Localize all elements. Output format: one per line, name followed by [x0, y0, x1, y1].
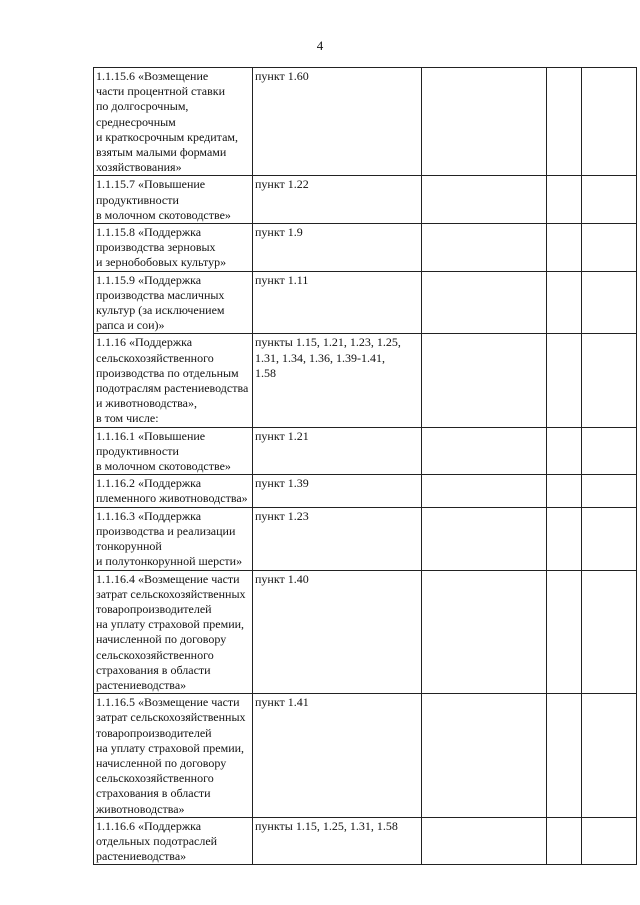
- empty-cell: [422, 475, 547, 507]
- empty-cell: [547, 271, 582, 334]
- empty-cell: [582, 570, 637, 694]
- empty-cell: [547, 68, 582, 176]
- measure-name: 1.1.15.9 «Поддержка производства масличных культур (за исключением рапса и сои)»: [96, 272, 225, 333]
- measure-name: 1.1.16.2 «Поддержка племенного животноводства»: [96, 476, 248, 506]
- empty-cell: [547, 507, 582, 570]
- reference-text: пункт 1.9: [255, 225, 303, 240]
- measure-name: 1.1.16 «Поддержка сельскохозяйственного производства по отдельным подотраслям растениеводства и животноводства», в том числе:: [96, 335, 249, 426]
- page-number: 4: [316, 38, 324, 53]
- measure-name-cell: [94, 334, 253, 427]
- empty-cell: [582, 475, 637, 507]
- reference-text: пункт 1.22: [255, 177, 309, 192]
- empty-cell: [422, 271, 547, 334]
- empty-cell: [422, 334, 547, 427]
- empty-cell: [582, 507, 637, 570]
- table-row: [94, 475, 637, 507]
- empty-cell: [582, 271, 637, 334]
- empty-cell: [422, 817, 547, 865]
- empty-cell: [547, 570, 582, 694]
- reference-cell: [253, 334, 422, 427]
- reference-cell: [253, 427, 422, 475]
- reference-text: пункт 1.39: [255, 476, 309, 491]
- measure-name-cell: [94, 507, 253, 570]
- table-row: [94, 427, 637, 475]
- empty-cell: [422, 176, 547, 224]
- measure-name-cell: [94, 176, 253, 224]
- empty-cell: [547, 475, 582, 507]
- reference-text: пункт 1.23: [255, 508, 309, 523]
- reference-cell: [253, 570, 422, 694]
- measure-name: 1.1.16.5 «Возмещение части затрат сельскохозяйственных товаропроизводителей на уплату страховой премии, начисленной по договору сельскохозяйственного страхования в области животноводства»: [96, 695, 246, 816]
- measure-name-cell: [94, 224, 253, 272]
- empty-cell: [582, 694, 637, 818]
- measure-name-cell: [94, 475, 253, 507]
- measure-name: 1.1.16.1 «Повышение продуктивности в молочном скотоводстве»: [96, 428, 231, 474]
- reference-cell: [253, 475, 422, 507]
- table-row: [94, 817, 637, 865]
- reference-cell: [253, 68, 422, 176]
- empty-cell: [547, 694, 582, 818]
- measure-name-cell: [94, 427, 253, 475]
- empty-cell: [547, 224, 582, 272]
- empty-cell: [422, 694, 547, 818]
- measure-name-cell: [94, 271, 253, 334]
- reference-text: пункт 1.60: [255, 69, 309, 83]
- table-row: [94, 271, 637, 334]
- reference-text: пункт 1.40: [255, 571, 309, 586]
- empty-cell: [422, 507, 547, 570]
- table-row: [94, 507, 637, 570]
- table-row: [94, 224, 637, 272]
- measure-name-cell: [94, 68, 253, 176]
- empty-cell: [422, 224, 547, 272]
- reference-cell: [253, 507, 422, 570]
- empty-cell: [582, 334, 637, 427]
- reference-text: пункт 1.11: [255, 272, 309, 287]
- empty-cell: [547, 334, 582, 427]
- reference-cell: [253, 176, 422, 224]
- reference-text: пункты 1.15, 1.21, 1.23, 1.25, 1.31, 1.34, 1.36, 1.39-1.41, 1.58: [255, 335, 401, 380]
- measure-name-cell: [94, 694, 253, 818]
- empty-cell: [422, 68, 547, 176]
- measure-name: 1.1.16.4 «Возмещение части затрат сельскохозяйственных товаропроизводителей на уплату страховой премии, начисленной по договору сельскохозяйственного страхования в области растениеводства»: [96, 571, 246, 692]
- empty-cell: [582, 68, 637, 176]
- empty-cell: [422, 427, 547, 475]
- reference-cell: [253, 694, 422, 818]
- measure-name: 1.1.16.3 «Поддержка производства и реализации тонкорунной и полутонкорунной шерсти»: [96, 508, 243, 569]
- empty-cell: [582, 224, 637, 272]
- reference-cell: [253, 817, 422, 865]
- table-row: [94, 68, 637, 176]
- measure-name: 1.1.15.7 «Повышение продуктивности в молочном скотоводстве»: [96, 177, 231, 222]
- measure-name-cell: [94, 570, 253, 694]
- empty-cell: [547, 427, 582, 475]
- measure-name: 1.1.15.8 «Поддержка производства зерновых и зернобобовых культур»: [96, 225, 227, 270]
- table-row: [94, 176, 637, 224]
- empty-cell: [582, 817, 637, 865]
- measure-name: 1.1.15.6 «Возмещение части процентной ставки по долгосрочным, среднесрочным и краткосрочным кредитам, взятым малыми формами хозяйствования»: [96, 69, 238, 175]
- reference-cell: [253, 271, 422, 334]
- program-table: [93, 67, 637, 865]
- reference-cell: [253, 224, 422, 272]
- table-row: [94, 694, 637, 818]
- empty-cell: [582, 427, 637, 475]
- table-row: [94, 570, 637, 694]
- empty-cell: [547, 817, 582, 865]
- reference-text: пункт 1.21: [255, 428, 309, 443]
- reference-text: пункт 1.41: [255, 695, 309, 710]
- table-row: [94, 334, 637, 427]
- measure-name-cell: [94, 817, 253, 865]
- empty-cell: [582, 176, 637, 224]
- reference-text: пункты 1.15, 1.25, 1.31, 1.58: [255, 818, 398, 833]
- measure-name: 1.1.16.6 «Поддержка отдельных подотраслей растениеводства»: [96, 818, 218, 864]
- empty-cell: [547, 176, 582, 224]
- empty-cell: [422, 570, 547, 694]
